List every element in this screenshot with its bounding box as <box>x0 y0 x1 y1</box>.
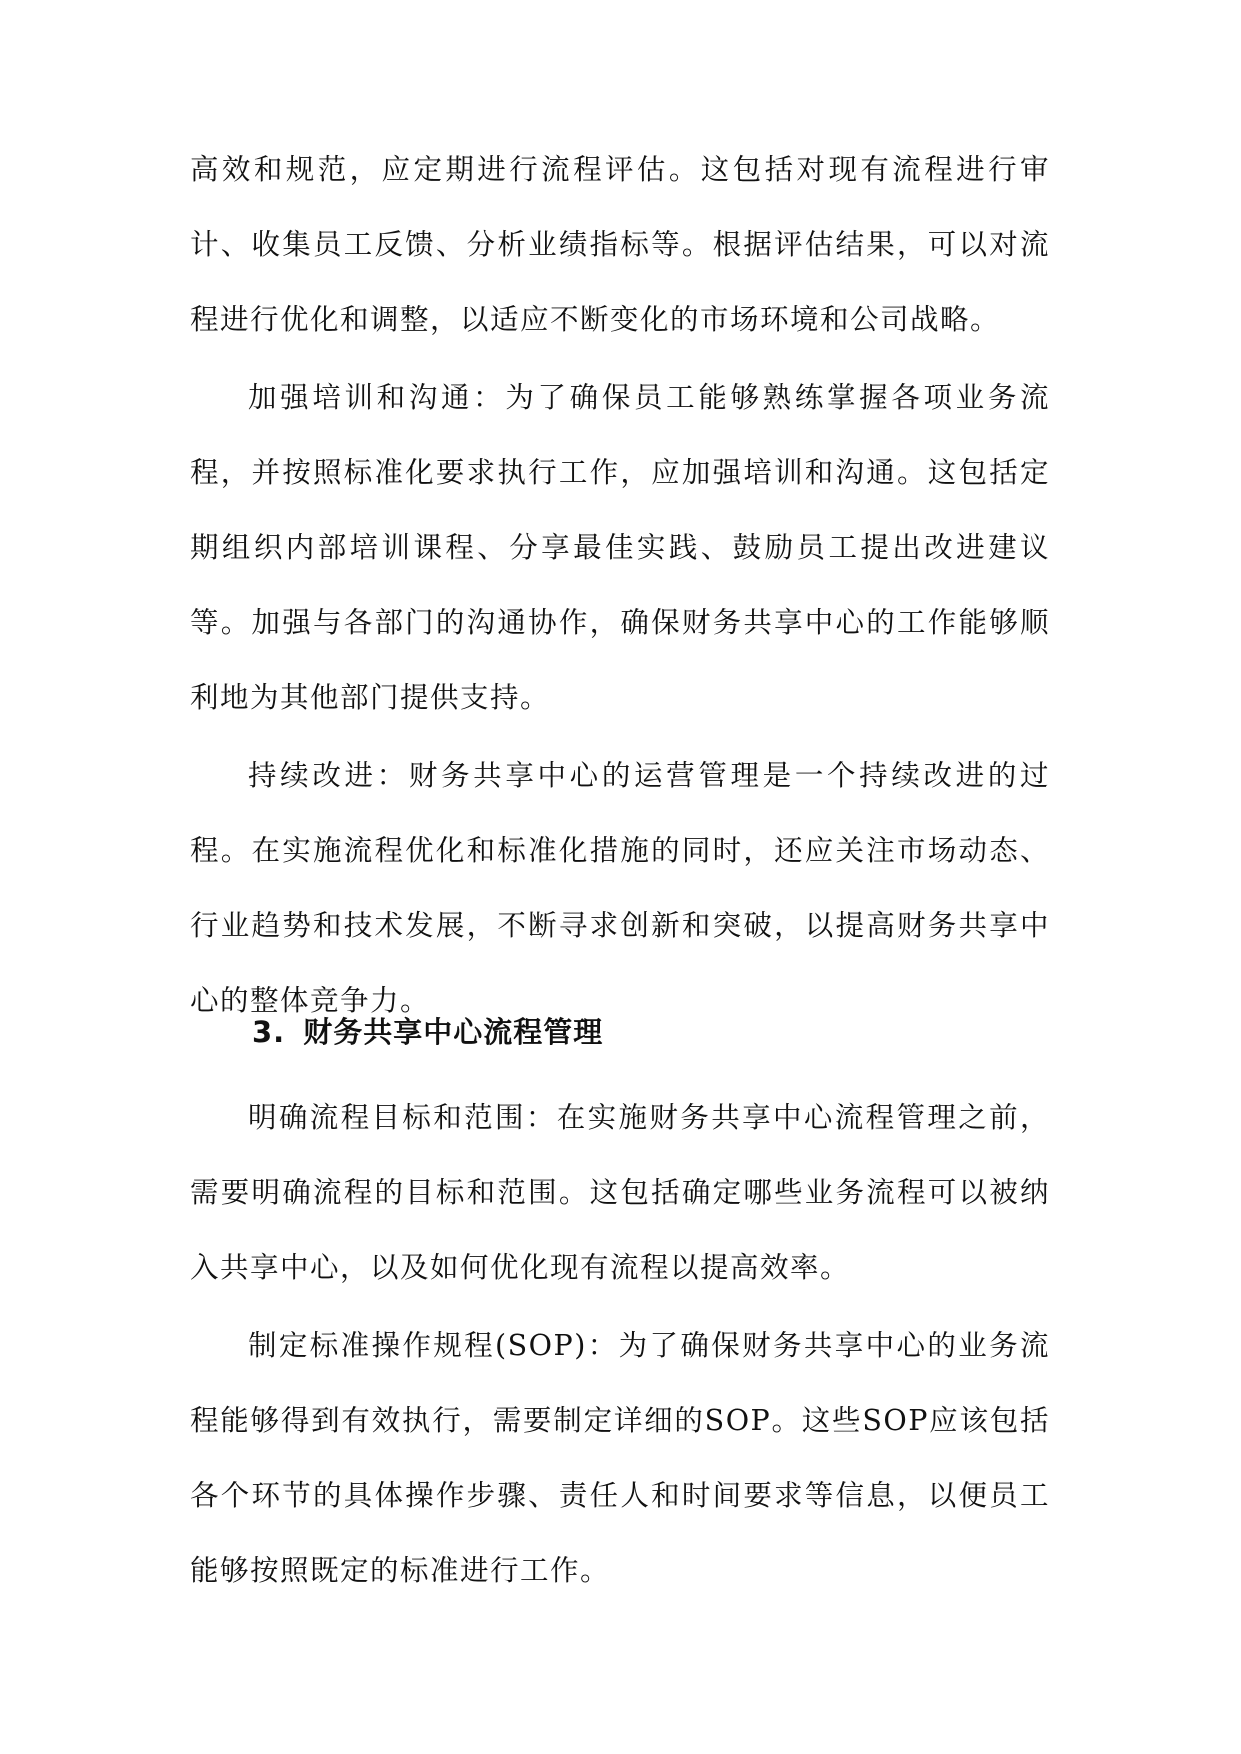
section-title: 财务共享中心流程管理 <box>303 1015 604 1049</box>
paragraph-training-communication: 加强培训和沟通：为了确保员工能够熟练掌握各项业务流程，并按照标准化要求执行工作，应加强培训和沟通。这包括定期组织内部培训课程、分享最佳实践、鼓励员工提出改进建议等。加强与各部门的沟通协作，确保财务共享中心的工作能够顺利地为其他部门提供支持。 <box>190 381 1050 714</box>
section-number: 3. <box>252 1015 286 1049</box>
paragraph-continuous-improvement: 持续改进：财务共享中心的运营管理是一个持续改进的过程。在实施流程优化和标准化措施的同时，还应关注市场动态、行业趋势和技术发展，不断寻求创新和突破，以提高财务共享中心的整体竞争力。 <box>190 759 1050 1017</box>
paragraph-process-evaluation: 高效和规范，应定期进行流程评估。这包括对现有流程进行审计、收集员工反馈、分析业绩指标等。根据评估结果，可以对流程进行优化和调整，以适应不断变化的市场环境和公司战略。 <box>190 153 1050 336</box>
paragraph-process-goals: 明确流程目标和范围：在实施财务共享中心流程管理之前，需要明确流程的目标和范围。这包括确定哪些业务流程可以被纳入共享中心，以及如何优化现有流程以提高效率。 <box>190 1101 1050 1284</box>
section-heading <box>252 1002 1052 1062</box>
paragraph-sop: 制定标准操作规程(SOP)：为了确保财务共享中心的业务流程能够得到有效执行，需要制定详细的SOP。这些SOP应该包括各个环节的具体操作步骤、责任人和时间要求等信息，以便员工能够按照既定的标准进行工作。 <box>190 1329 1050 1587</box>
